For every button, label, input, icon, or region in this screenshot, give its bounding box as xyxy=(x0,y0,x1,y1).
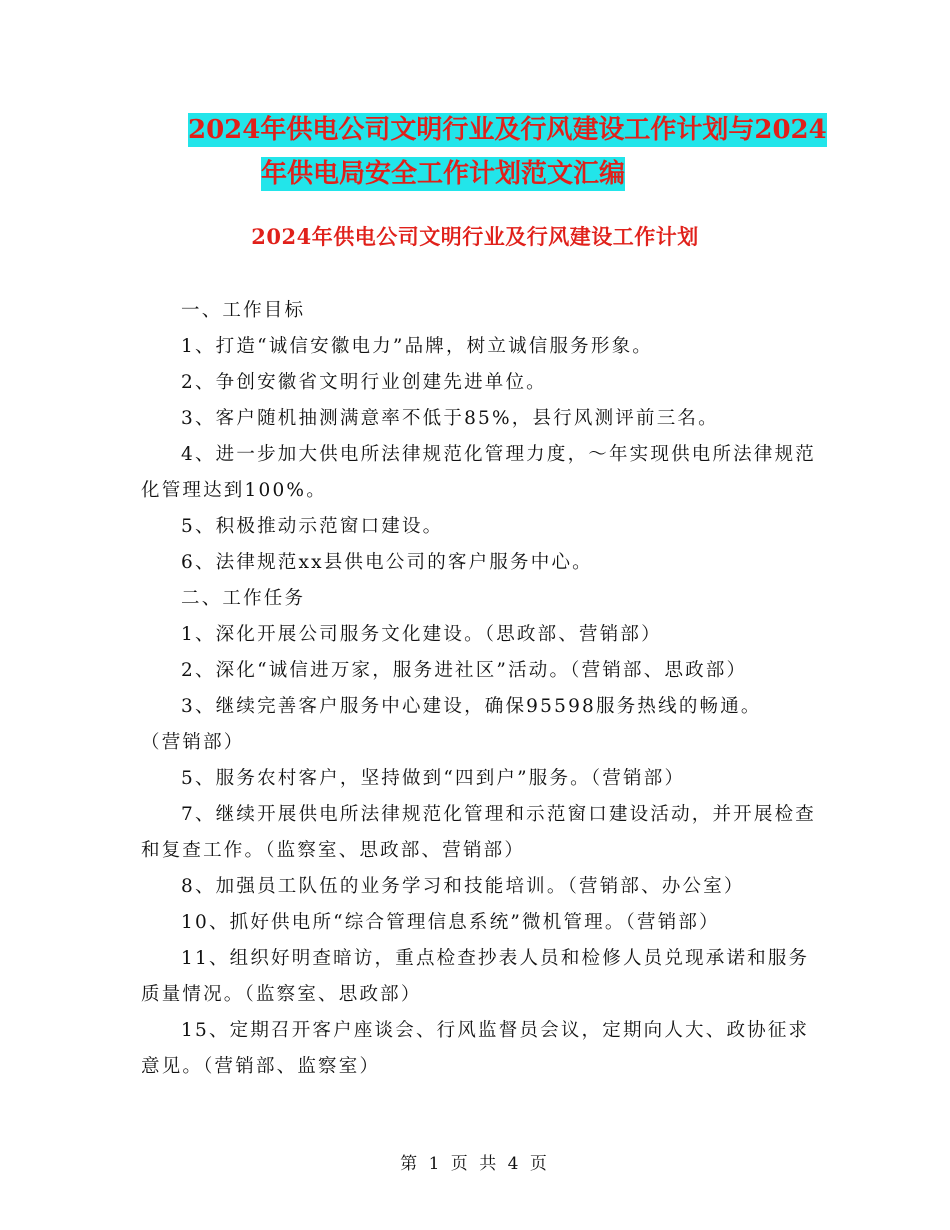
body-paragraph: 3、继续完善客户服务中心建设，确保95598服务热线的畅通。 xyxy=(181,696,762,717)
document-body xyxy=(141,293,816,1085)
body-paragraph: （营销部） xyxy=(141,732,245,753)
title-line-1 xyxy=(140,108,827,152)
title-highlight-2: 年供电局安全工作计划范文汇编 xyxy=(261,159,626,189)
body-paragraph: 10、抓好供电所“综合管理信息系统”微机管理。（营销部） xyxy=(181,912,720,933)
body-paragraph: 二、工作任务 xyxy=(181,588,306,609)
page-footer: 第 1 页 共 4 页 xyxy=(400,1154,550,1174)
body-paragraph: 1、打造“诚信安徽电力”品牌，树立诚信服务形象。 xyxy=(181,336,653,357)
body-paragraph: 2、争创安徽省文明行业创建先进单位。 xyxy=(181,372,547,393)
body-paragraph: 15、定期召开客户座谈会、行风监督员会议，定期向人大、政协征求意见。（营销部、监察室） xyxy=(141,1020,810,1077)
body-paragraph: 2、深化“诚信进万家，服务进社区”活动。（营销部、思政部） xyxy=(181,660,748,681)
title-highlight-1: 2024年供电公司文明行业及行风建设工作计划与2024 xyxy=(188,115,827,145)
body-paragraph: 8、加强员工队伍的业务学习和技能培训。（营销部、办公室） xyxy=(181,876,745,897)
body-paragraph: 5、服务农村客户，坚持做到“四到户”服务。（营销部） xyxy=(181,768,686,789)
body-paragraph: 3、客户随机抽测满意率不低于85%，县行风测评前三名。 xyxy=(181,408,719,429)
body-paragraph: 7、继续开展供电所法律规范化管理和示范窗口建设活动，并开展检查和复查工作。（监察室、思政部、营销部） xyxy=(141,804,816,861)
body-paragraph: 11、组织好明查暗访，重点检查抄表人员和检修人员兑现承诺和服务质量情况。（监察室、思政部） xyxy=(141,948,810,1005)
document-title xyxy=(140,108,827,196)
title-line-2 xyxy=(140,152,820,196)
body-paragraph: 1、深化开展公司服务文化建设。（思政部、营销部） xyxy=(181,624,662,645)
body-paragraph: 6、法律规范xx县供电公司的客户服务中心。 xyxy=(181,552,593,573)
body-paragraph: 4、进一步加大供电所法律规范化管理力度，～年实现供电所法律规范化管理达到100%。 xyxy=(141,444,816,501)
body-paragraph: 一、工作目标 xyxy=(181,300,306,321)
body-paragraph: 5、积极推动示范窗口建设。 xyxy=(181,516,444,537)
section-title: 2024年供电公司文明行业及行风建设工作计划 xyxy=(251,224,699,249)
